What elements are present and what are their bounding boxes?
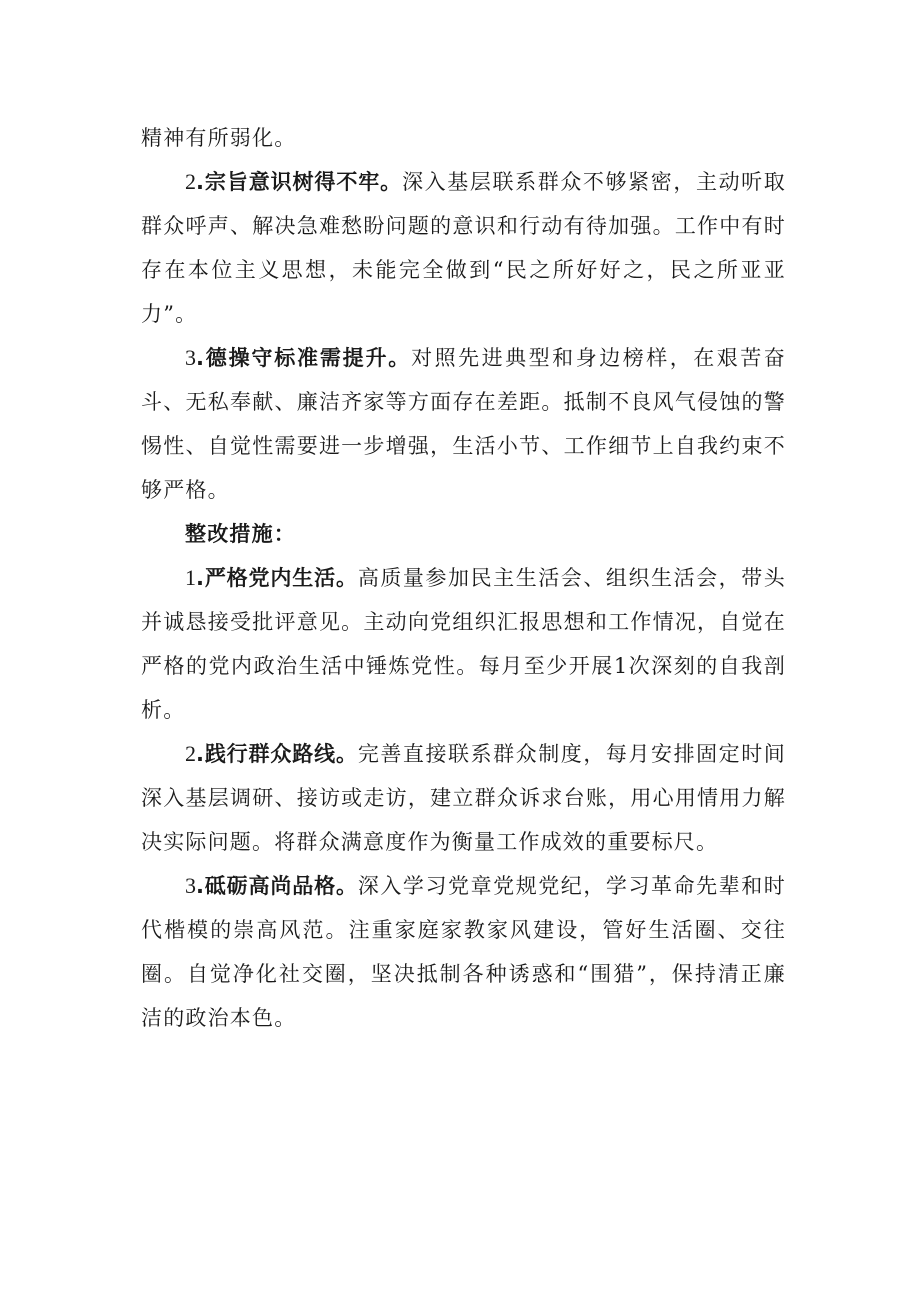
problem-heading: .宗旨意识树得不牢。: [196, 170, 403, 194]
problem-heading: .德操守标准需提升。: [196, 346, 412, 370]
problem-body: 深入基层联系群众不够紧密，主动听取群众呼声、解决急难愁盼问题的意识和行动有待加强。工作中有时存在本位主义思想，未能完全做到“民之所好好之，民之所亚亚力”。: [141, 170, 786, 326]
problem-number: 2: [185, 169, 196, 194]
measure-item-1: [141, 556, 786, 732]
measure-item-3: [141, 864, 786, 1040]
measure-body: 深入学习党章党规党纪，学习革命先辈和时代楷模的崇高风范。注重家庭家教家风建设，管好生活圈、交往圈。自觉净化社交圈，坚决抵制各种诱惑和“围猎”，保持清正廉洁的政治本色。: [141, 874, 786, 1030]
continuation-paragraph: 精神有所弱化。: [141, 126, 297, 150]
problem-number: 3: [185, 345, 196, 370]
problem-item-2: [141, 160, 786, 336]
measure-number: 2: [185, 741, 196, 766]
measure-heading: .践行群众路线。: [196, 742, 358, 766]
measure-body: 完善直接联系群众制度，每月安排固定时间深入基层调研、接访或走访，建立群众诉求台账，用心用情用力解决实际问题。将群众满意度作为衡量工作成效的重要标尺。: [141, 742, 786, 854]
measure-body: 高质量参加民主生活会、组织生活会，带头并诚恳接受批评意见。主动向党组织汇报思想和工作情况，自觉在严格的党内政治生活中锤炼党性。每月至少开展1次深刻的自我剖析。: [141, 566, 786, 722]
measure-item-2: [141, 732, 786, 864]
measure-number: 1: [185, 565, 196, 590]
document-body: [141, 116, 786, 1040]
measure-heading: .严格党内生活。: [196, 566, 358, 590]
problem-body: 对照先进典型和身边榜样，在艰苦奋斗、无私奉献、廉洁齐家等方面存在差距。抵制不良风气侵蚀的警惕性、自觉性需要进一步增强，生活小节、工作细节上自我约束不够严格。: [141, 346, 786, 502]
measure-heading: .砥砺高尚品格。: [196, 874, 358, 898]
problem-item-3: [141, 336, 786, 512]
measure-number: 3: [185, 873, 196, 898]
measures-title: 整改措施：: [185, 522, 296, 546]
